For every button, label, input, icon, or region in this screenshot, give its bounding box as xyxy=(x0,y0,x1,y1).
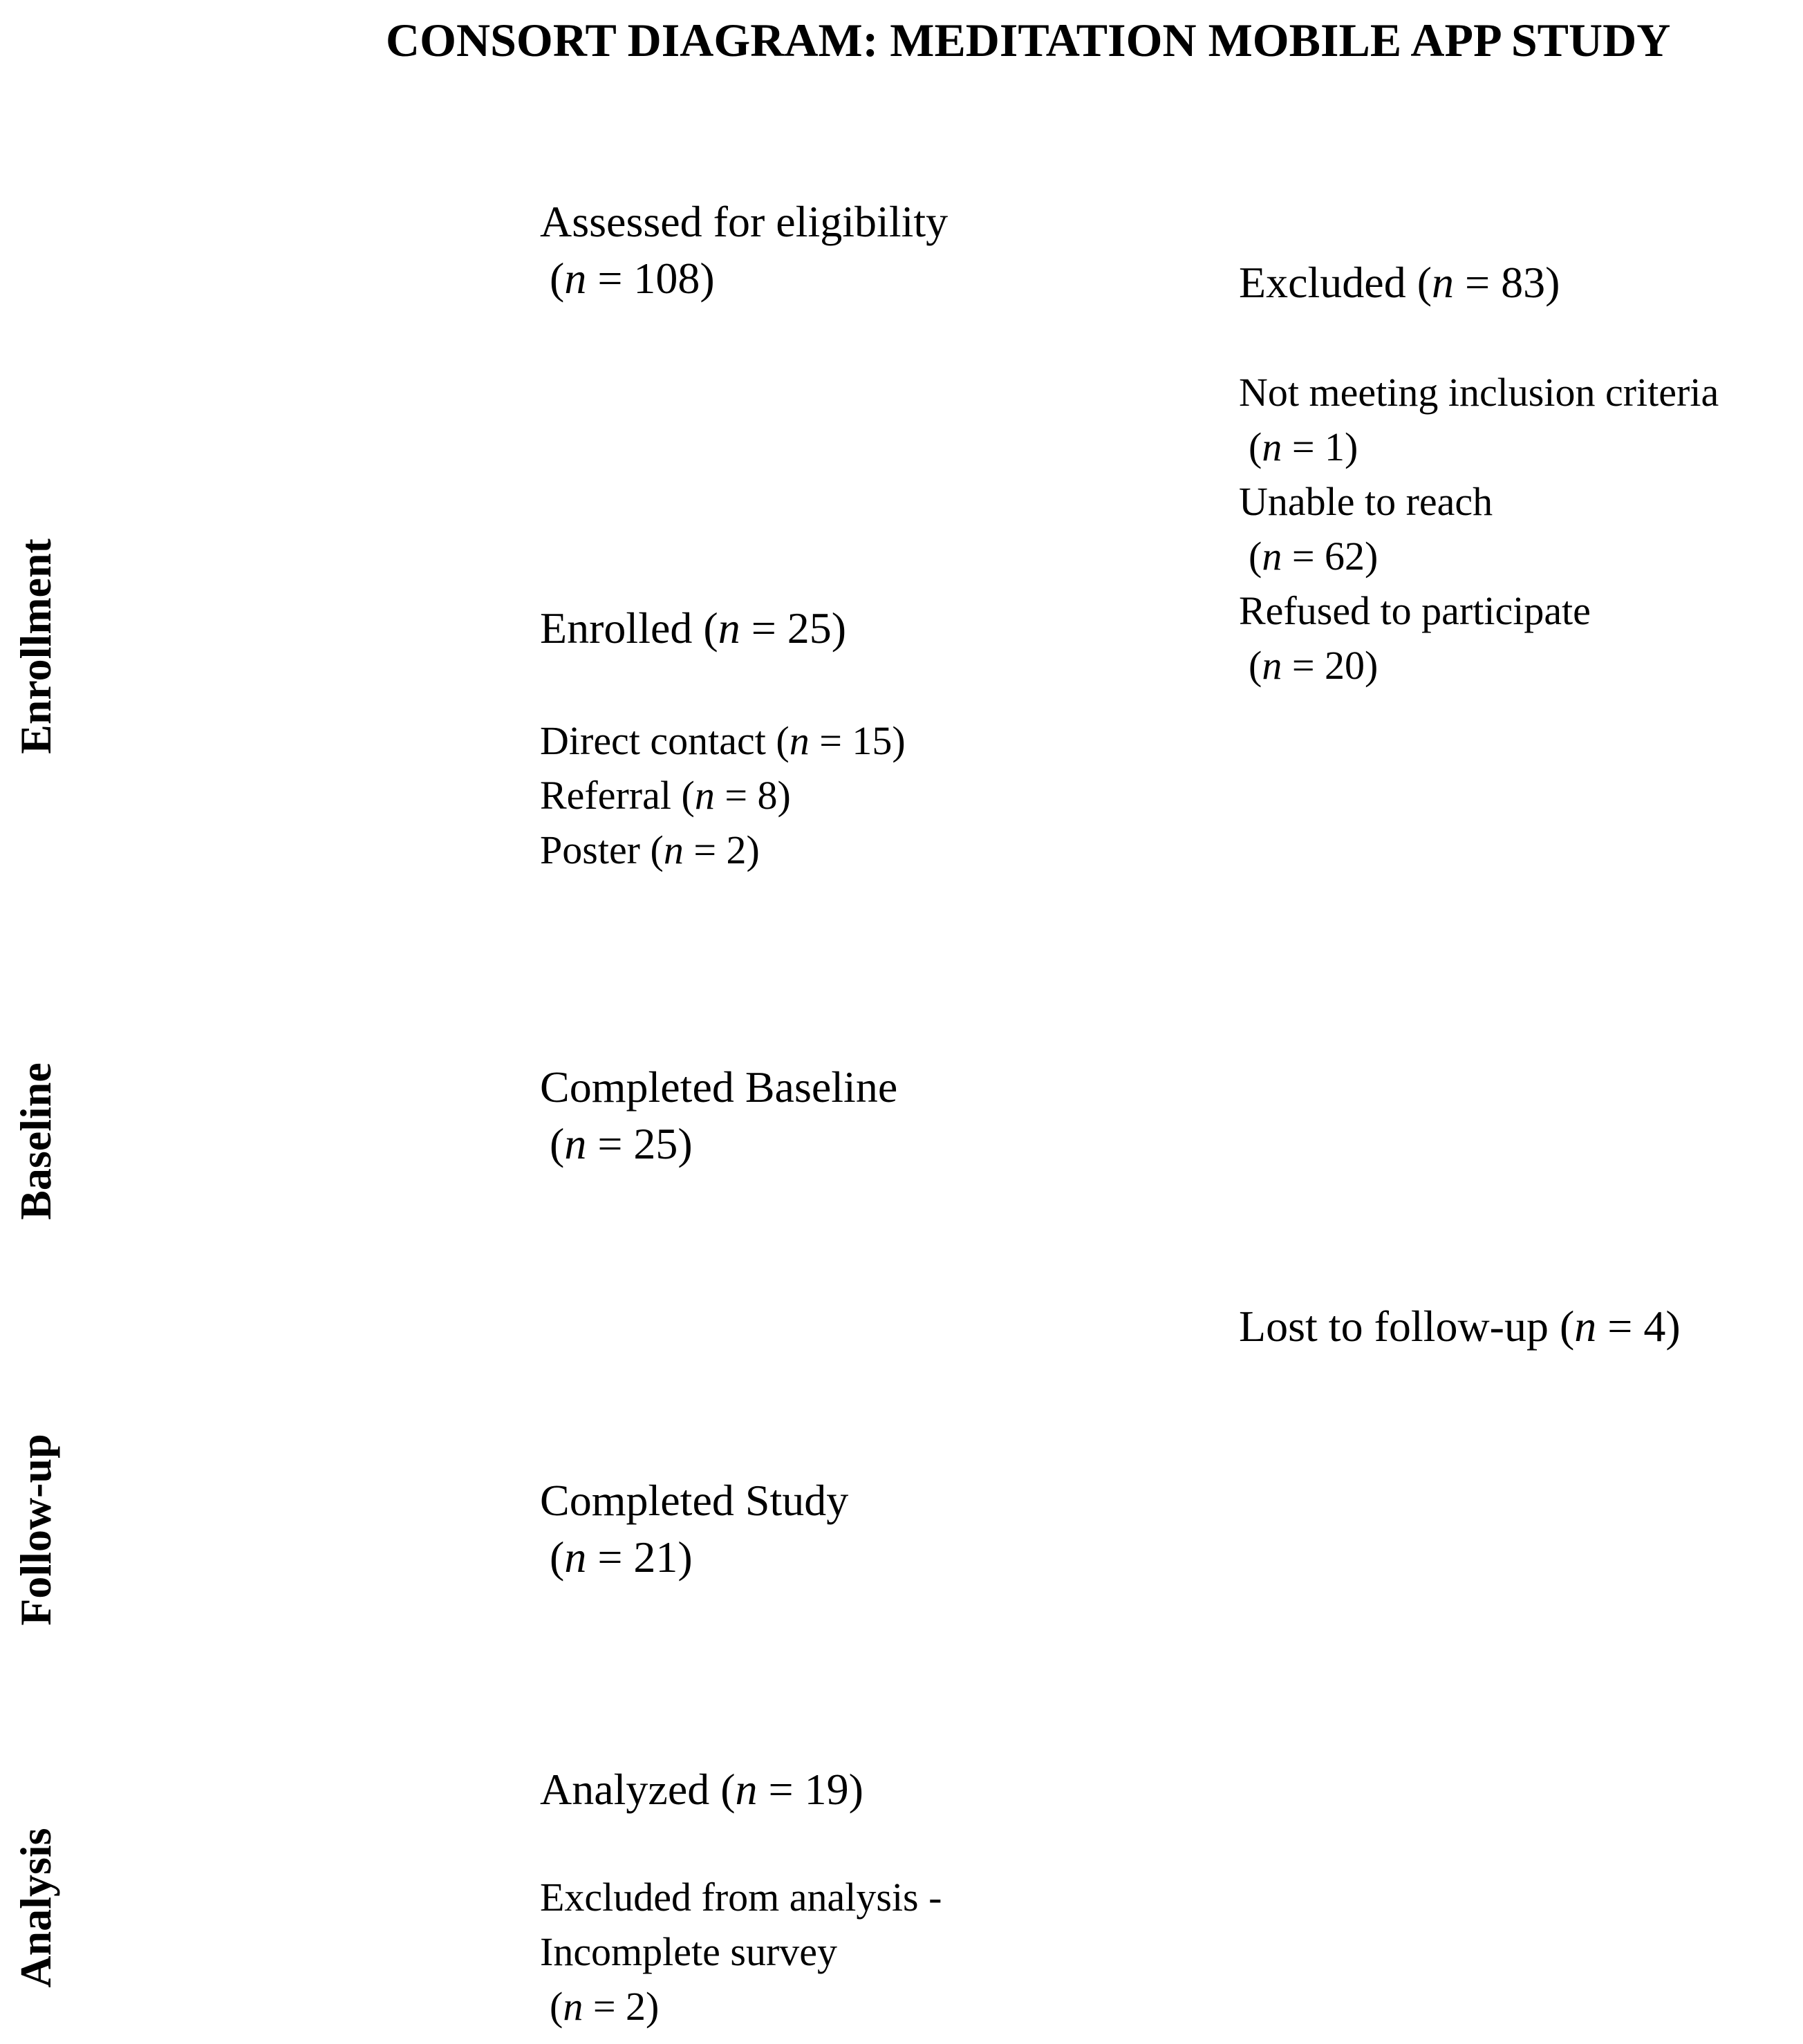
n-symbol: n xyxy=(1574,1302,1597,1351)
reason-label: Not meeting inclusion criteria xyxy=(1239,370,1719,415)
completed-study-count: (n = 21) xyxy=(550,1532,693,1582)
n-symbol: n xyxy=(1432,258,1454,307)
source-item: Referral (n = 8) xyxy=(540,773,791,818)
reason-count: (n = 62) xyxy=(1249,534,1379,579)
source-item: Poster (n = 2) xyxy=(540,827,760,872)
stage-label-baseline: Baseline xyxy=(11,1062,60,1220)
assessed-count: (n = 108) xyxy=(550,254,715,303)
analysis-exclusions xyxy=(540,1870,942,2034)
baseline-count: (n = 25) xyxy=(550,1119,693,1168)
n-symbol: n xyxy=(563,1984,583,2029)
n-symbol: n xyxy=(1262,424,1282,469)
analyzed-label: Analyzed (n = 19) xyxy=(540,1765,863,1814)
completed-baseline-box xyxy=(540,1059,897,1172)
analysis-excluded-line: Excluded from analysis - xyxy=(540,1875,942,1920)
completed-study-box xyxy=(540,1472,848,1586)
assessed-eligibility-box xyxy=(540,194,948,307)
baseline-label: Completed Baseline xyxy=(540,1062,898,1112)
source-item: Direct contact (n = 15) xyxy=(540,718,906,763)
n-symbol: n xyxy=(1262,643,1282,688)
analyzed-box xyxy=(540,1761,863,1818)
n-symbol: n xyxy=(694,773,715,818)
n-symbol: n xyxy=(718,603,740,653)
completed-study-label: Completed Study xyxy=(540,1476,849,1525)
n-symbol: n xyxy=(663,827,684,872)
stage-label-followup: Follow-up xyxy=(11,1434,60,1626)
n-symbol: n xyxy=(564,254,587,303)
stage-label-analysis: Analysis xyxy=(11,1828,60,1988)
n-symbol: n xyxy=(564,1119,587,1168)
excluded-box xyxy=(1239,254,1560,311)
enrolled-box xyxy=(540,600,846,657)
n-symbol: n xyxy=(735,1765,758,1814)
reason-count: (n = 20) xyxy=(1249,643,1379,688)
lost-followup-box xyxy=(1239,1298,1681,1355)
enrolled-label: Enrolled (n = 25) xyxy=(540,603,847,653)
stage-label-enrollment: Enrollment xyxy=(11,538,60,754)
assessed-label: Assessed for eligibility xyxy=(540,197,949,246)
lost-label: Lost to follow-up (n = 4) xyxy=(1239,1302,1681,1351)
excluded-reasons xyxy=(1239,365,1719,693)
reason-label: Unable to reach xyxy=(1239,479,1493,524)
analysis-excluded-line: Incomplete survey xyxy=(540,1929,838,1974)
n-symbol: n xyxy=(789,718,810,763)
diagram-title: CONSORT DIAGRAM: MEDITATION MOBILE APP STUDY xyxy=(386,14,1671,66)
reason-label: Refused to participate xyxy=(1239,588,1591,633)
recruitment-sources xyxy=(540,713,906,877)
n-symbol: n xyxy=(564,1532,587,1582)
excluded-label: Excluded (n = 83) xyxy=(1239,258,1560,307)
reason-count: (n = 1) xyxy=(1249,424,1358,469)
analysis-excluded-count: (n = 2) xyxy=(550,1984,660,2029)
n-symbol: n xyxy=(1262,534,1282,579)
